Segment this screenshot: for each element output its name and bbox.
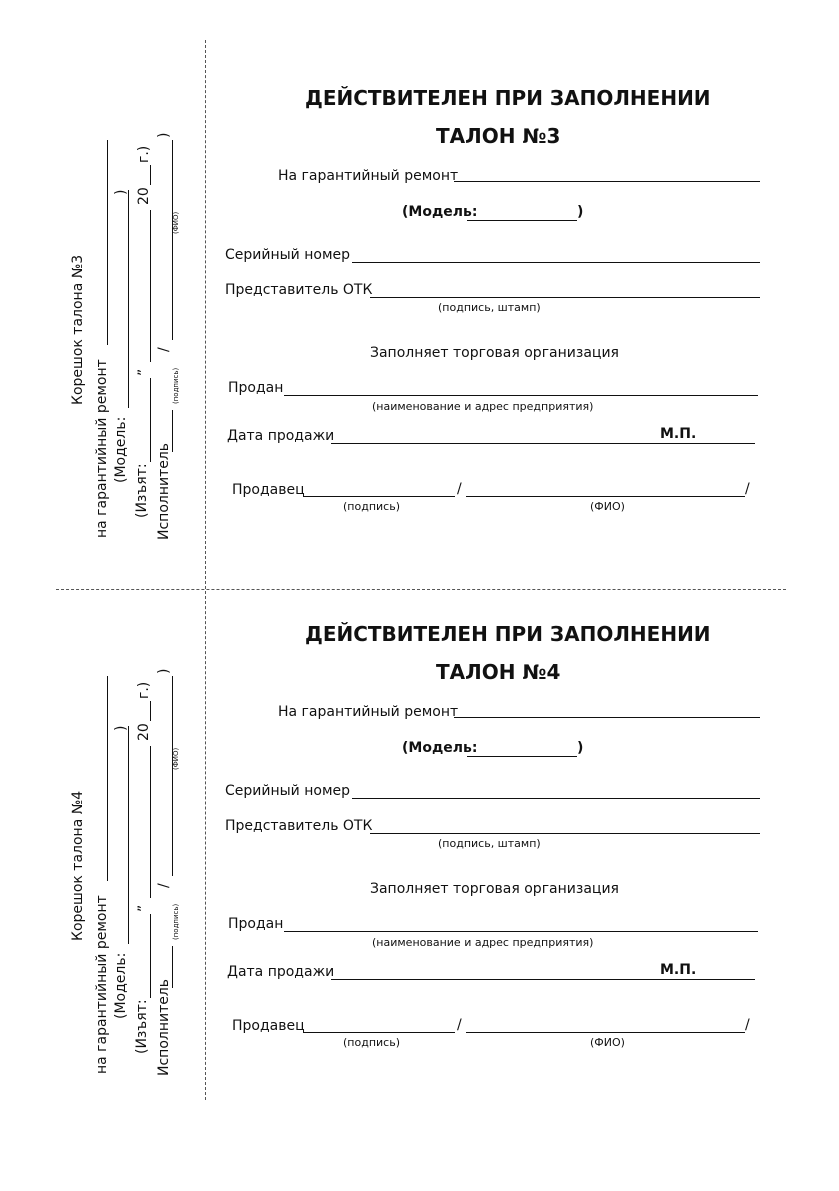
stub-year-line bbox=[150, 701, 151, 721]
stub-taken: (Изъят: bbox=[134, 463, 150, 518]
seller-name-field[interactable] bbox=[466, 496, 745, 497]
serial-label: Серийный номер bbox=[225, 783, 351, 799]
stub-model: (Модель: bbox=[113, 952, 129, 1019]
otk-hint: (подпись, штамп) bbox=[438, 301, 541, 314]
stub-quote: ” bbox=[136, 904, 152, 912]
stub-model-close: ) bbox=[113, 725, 129, 731]
stub-quote: ” bbox=[136, 368, 152, 376]
warranty-label: На гарантийный ремонт bbox=[278, 168, 459, 184]
stub-signature-line bbox=[172, 410, 173, 452]
seller-name-field[interactable] bbox=[466, 1032, 745, 1033]
sale-date-field[interactable] bbox=[331, 443, 755, 444]
stub-executor: Исполнитель bbox=[156, 442, 172, 540]
otk-label: Представитель ОТК bbox=[225, 818, 373, 834]
stub-signature-line bbox=[172, 946, 173, 988]
stub-executor: Исполнитель bbox=[156, 978, 172, 1076]
stub-close: ) bbox=[156, 668, 172, 674]
trade-org-heading: Заполняет торговая организация bbox=[370, 345, 619, 361]
stub-signature-hint: (подпись) bbox=[172, 367, 180, 404]
seller-label: Продавец bbox=[232, 1018, 305, 1034]
model-field[interactable] bbox=[467, 756, 577, 757]
stub-model: (Модель: bbox=[113, 416, 129, 483]
sold-label: Продан bbox=[228, 380, 284, 396]
stub-model-line bbox=[128, 726, 129, 944]
stub-model-line bbox=[128, 190, 129, 408]
stub-year-suffix: г.) bbox=[136, 681, 152, 699]
model-field[interactable] bbox=[467, 220, 577, 221]
stub-signature-hint: (подпись) bbox=[172, 903, 180, 940]
seller-slash-2: / bbox=[745, 1017, 750, 1033]
warranty-field[interactable] bbox=[454, 717, 760, 718]
coupon-3 bbox=[0, 0, 839, 540]
valid-heading: ДЕЙСТВИТЕЛЕН ПРИ ЗАПОЛНЕНИИ bbox=[305, 622, 711, 646]
sale-date-label: Дата продажи bbox=[227, 428, 335, 444]
seller-slash-2: / bbox=[745, 481, 750, 497]
coupon-4 bbox=[0, 536, 839, 1076]
serial-field[interactable] bbox=[352, 262, 760, 263]
otk-hint: (подпись, штамп) bbox=[438, 837, 541, 850]
stub-name-hint: (ФИО) bbox=[172, 747, 180, 770]
stub-warranty: на гарантийный ремонт bbox=[94, 895, 110, 1074]
stub-title: Корешок талона №4 bbox=[70, 790, 86, 941]
otk-label: Представитель ОТК bbox=[225, 282, 373, 298]
signature-hint: (подпись) bbox=[343, 500, 400, 513]
coupon-title: ТАЛОН №3 bbox=[436, 124, 561, 148]
stub-name-line bbox=[172, 676, 173, 876]
model-label: (Модель: bbox=[402, 204, 478, 220]
seller-signature-field[interactable] bbox=[303, 1032, 455, 1033]
sold-field[interactable] bbox=[284, 931, 758, 932]
name-hint: (ФИО) bbox=[590, 1036, 625, 1049]
stub-day-line bbox=[150, 914, 151, 998]
sold-field[interactable] bbox=[284, 395, 758, 396]
serial-field[interactable] bbox=[352, 798, 760, 799]
stub-month-line bbox=[150, 210, 151, 362]
stub-model-close: ) bbox=[113, 189, 129, 195]
seller-label: Продавец bbox=[232, 482, 305, 498]
stub-warranty: на гарантийный ремонт bbox=[94, 359, 110, 538]
stub-title: Корешок талона №3 bbox=[70, 254, 86, 405]
sold-hint: (наименование и адрес предприятия) bbox=[372, 400, 594, 413]
stub-slash: / bbox=[156, 883, 172, 888]
signature-hint: (подпись) bbox=[343, 1036, 400, 1049]
stub-day-line bbox=[150, 378, 151, 462]
model-close: ) bbox=[577, 740, 584, 756]
stub-taken: (Изъят: bbox=[134, 999, 150, 1054]
stub-month-line bbox=[150, 746, 151, 898]
stamp-label: М.П. bbox=[660, 962, 697, 978]
trade-org-heading: Заполняет торговая организация bbox=[370, 881, 619, 897]
seller-slash-1: / bbox=[457, 481, 462, 497]
stub-close: ) bbox=[156, 132, 172, 138]
serial-label: Серийный номер bbox=[225, 247, 351, 263]
sale-date-label: Дата продажи bbox=[227, 964, 335, 980]
sale-date-field[interactable] bbox=[331, 979, 755, 980]
sold-hint: (наименование и адрес предприятия) bbox=[372, 936, 594, 949]
otk-field[interactable] bbox=[370, 297, 760, 298]
valid-heading: ДЕЙСТВИТЕЛЕН ПРИ ЗАПОЛНЕНИИ bbox=[305, 86, 711, 110]
coupon-title: ТАЛОН №4 bbox=[436, 660, 561, 684]
model-close: ) bbox=[577, 204, 584, 220]
stub-year: 20 bbox=[136, 723, 152, 741]
stub-year-line bbox=[150, 165, 151, 185]
stub-warranty-line bbox=[107, 140, 108, 345]
stub-warranty-line bbox=[107, 676, 108, 881]
sold-label: Продан bbox=[228, 916, 284, 932]
model-label: (Модель: bbox=[402, 740, 478, 756]
stub-year: 20 bbox=[136, 187, 152, 205]
warranty-field[interactable] bbox=[454, 181, 760, 182]
warranty-label: На гарантийный ремонт bbox=[278, 704, 459, 720]
stub-name-hint: (ФИО) bbox=[172, 211, 180, 234]
name-hint: (ФИО) bbox=[590, 500, 625, 513]
seller-signature-field[interactable] bbox=[303, 496, 455, 497]
stub-year-suffix: г.) bbox=[136, 145, 152, 163]
seller-slash-1: / bbox=[457, 1017, 462, 1033]
stub-slash: / bbox=[156, 347, 172, 352]
stub-name-line bbox=[172, 140, 173, 340]
otk-field[interactable] bbox=[370, 833, 760, 834]
stamp-label: М.П. bbox=[660, 426, 697, 442]
